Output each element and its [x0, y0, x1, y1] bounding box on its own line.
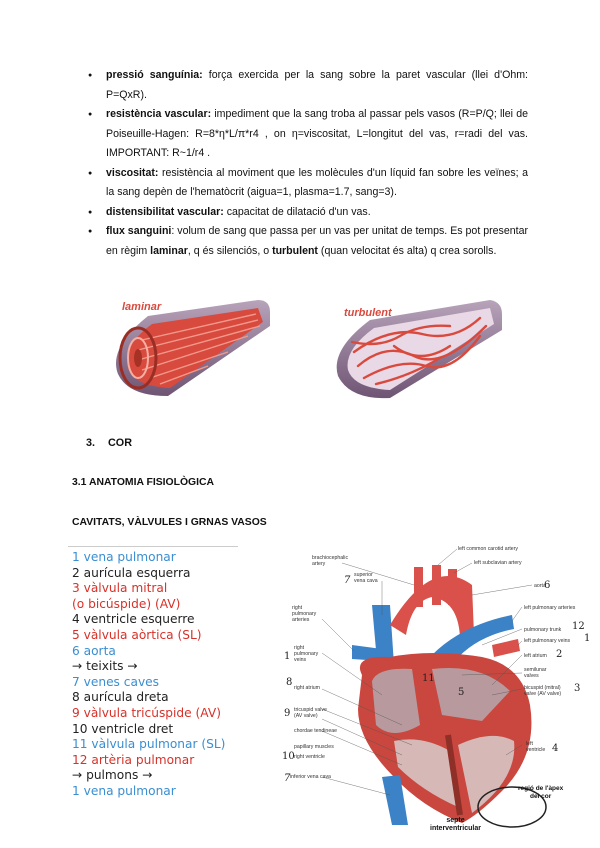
label-apex: regió de l'àpex del cor: [518, 785, 564, 800]
definition: : volum de sang que passa per un vas per unitat de temps. Es pot presentar en règim: [106, 225, 528, 257]
bullet-flux: [86, 222, 528, 261]
definition: (quan velocitat és alta) q crea sorolls.: [317, 244, 497, 257]
term: flux sanguini: [106, 225, 172, 237]
label-left-ventricle: left ventricle: [526, 741, 546, 753]
subheading: CAVITATS, VÀLVULES I GRNAS VASOS: [72, 517, 267, 528]
num-9: 9: [284, 708, 291, 719]
laminar-label: laminar: [122, 301, 162, 313]
list-item: 1 vena pulmonar: [72, 783, 176, 798]
list-item: 7 venes caves: [72, 674, 160, 689]
num-7-bottom: 7: [284, 773, 291, 784]
list-item: 6 aorta: [72, 643, 116, 658]
term-laminar: laminar: [150, 244, 188, 257]
right-atrium-shape: [372, 669, 420, 733]
bullet-viscositat: [86, 164, 528, 203]
list-item: 3 vàlvula mitral: [72, 581, 168, 596]
heart-diagram: [282, 545, 592, 835]
num-12: 12: [572, 621, 585, 632]
num-4: 4: [552, 743, 559, 754]
label-bicuspid-valve: bicuspid (mitral) valve (AV valve): [524, 685, 562, 697]
bullet-pressio: [86, 66, 528, 105]
label-tricuspid-valve: tricuspid valve (AV valve): [294, 707, 327, 719]
label-right-pulmonary-veins: right pulmonary veins: [294, 645, 319, 663]
label-superior-vena-cava: superior vena cava: [354, 572, 378, 584]
definition: resistència al moviment que les molècules d'un líquid fan sobre les veïnes; a la sang depèn de l'hematòcrit (aigua=1, plasma=1.7, sang=3).: [106, 166, 528, 198]
label-left-atrium: left atrium: [524, 653, 547, 659]
num-3: 3: [574, 683, 581, 694]
flow-figures: [108, 296, 528, 406]
section-number: 3.: [86, 437, 96, 449]
divider: [68, 546, 238, 547]
num-10: 10: [282, 751, 295, 762]
num-8: 8: [286, 677, 293, 688]
list-item: 11 vàlvula pulmonar (SL): [72, 737, 226, 752]
list-item: → teixits →: [72, 659, 138, 674]
label-papillary-muscles: papillary muscles: [294, 744, 334, 750]
laminar-vessel: [116, 300, 270, 396]
list-item: 1 vena pulmonar: [72, 550, 176, 564]
list-item: 8 aurícula dreta: [72, 690, 169, 705]
definition: impediment que la sang troba al passar pels vasos (R=P/Q; llei de Poiseuille-Hagen: R=8*η*L/π*r4 , on η=viscositat, L=longitut del vas, r=radi del vas. IMPORTANT: R~1/r4 .: [106, 108, 529, 159]
definition: força exercida per la sang sobre la paret vascular (llei d'Ohm: P=QxR).: [106, 69, 528, 101]
list-item: 5 vàlvula aòrtica (SL): [72, 627, 202, 642]
section-title: COR: [108, 437, 132, 449]
num-7-top: 7: [344, 575, 351, 586]
definition: , q és silenciós, o: [187, 244, 273, 257]
label-aorta: aorta: [534, 583, 546, 589]
subsection-title: 3.1 ANATOMIA FISIOLÒGICA: [72, 477, 215, 488]
label-brachiocephalic: brachiocephalic artery: [312, 555, 349, 567]
list-item: 10 ventricle dret: [72, 721, 174, 736]
term-turbulent: turbulent: [272, 244, 318, 257]
list-item: 9 vàlvula tricúspide (AV): [72, 705, 221, 720]
num-2: 2: [556, 649, 563, 660]
bullet-resistencia: [86, 105, 528, 164]
label-right-ventricle: right ventricle: [294, 754, 325, 760]
label-right-pulmonary-arteries: right pulmonary arteries: [292, 605, 317, 623]
bullet-distensibilitat: [86, 203, 528, 223]
term: distensibilitat vascular:: [106, 205, 224, 218]
list-item: (o bicúspide) (AV): [72, 596, 181, 611]
num-5: 5: [458, 687, 465, 698]
list-item: 2 aurícula esquerra: [72, 565, 191, 580]
label-inferior-vena-cava: inferior vena cava: [290, 774, 331, 780]
label-right-atrium: right atrium: [294, 685, 320, 691]
label-left-common-carotid: left common carotid artery: [458, 546, 518, 552]
label-left-pulmonary-veins: left pulmonary veins: [524, 638, 571, 644]
label-septum: septe interventricular: [430, 817, 481, 832]
num-11: 11: [422, 673, 435, 684]
list-item: 12 artèria pulmonar: [72, 752, 195, 767]
num-6: 6: [544, 580, 551, 591]
list-item: → pulmons →: [72, 768, 153, 783]
label-left-pulmonary-arteries: left pulmonary arteries: [524, 605, 576, 611]
num-1-right: 1: [584, 633, 591, 644]
term: resistència vascular:: [106, 108, 212, 120]
brachiocephalic-shape: [414, 567, 423, 607]
list-item: 4 ventricle esquerre: [72, 612, 195, 627]
label-chordae-tendineae: chordae tendineae: [294, 728, 337, 734]
heart-parts-list: [72, 550, 248, 800]
term: pressió sanguínia:: [106, 69, 203, 81]
label-pulmonary-trunk: pulmonary trunk: [524, 627, 562, 633]
left-pulmonary-vein-shape: [492, 639, 520, 657]
label-left-subclavian: left subclavian artery: [474, 560, 522, 566]
label-semilunar-valves: semilunar valves: [524, 667, 547, 679]
definition: capacitat de dilatació d'un vas.: [223, 205, 371, 218]
definitions-list: [86, 66, 528, 261]
num-1-left: 1: [284, 651, 291, 662]
term: viscositat:: [106, 166, 159, 179]
turbulent-label: turbulent: [344, 307, 392, 319]
carotid-shape: [432, 565, 441, 605]
subclavian-shape: [448, 569, 457, 605]
